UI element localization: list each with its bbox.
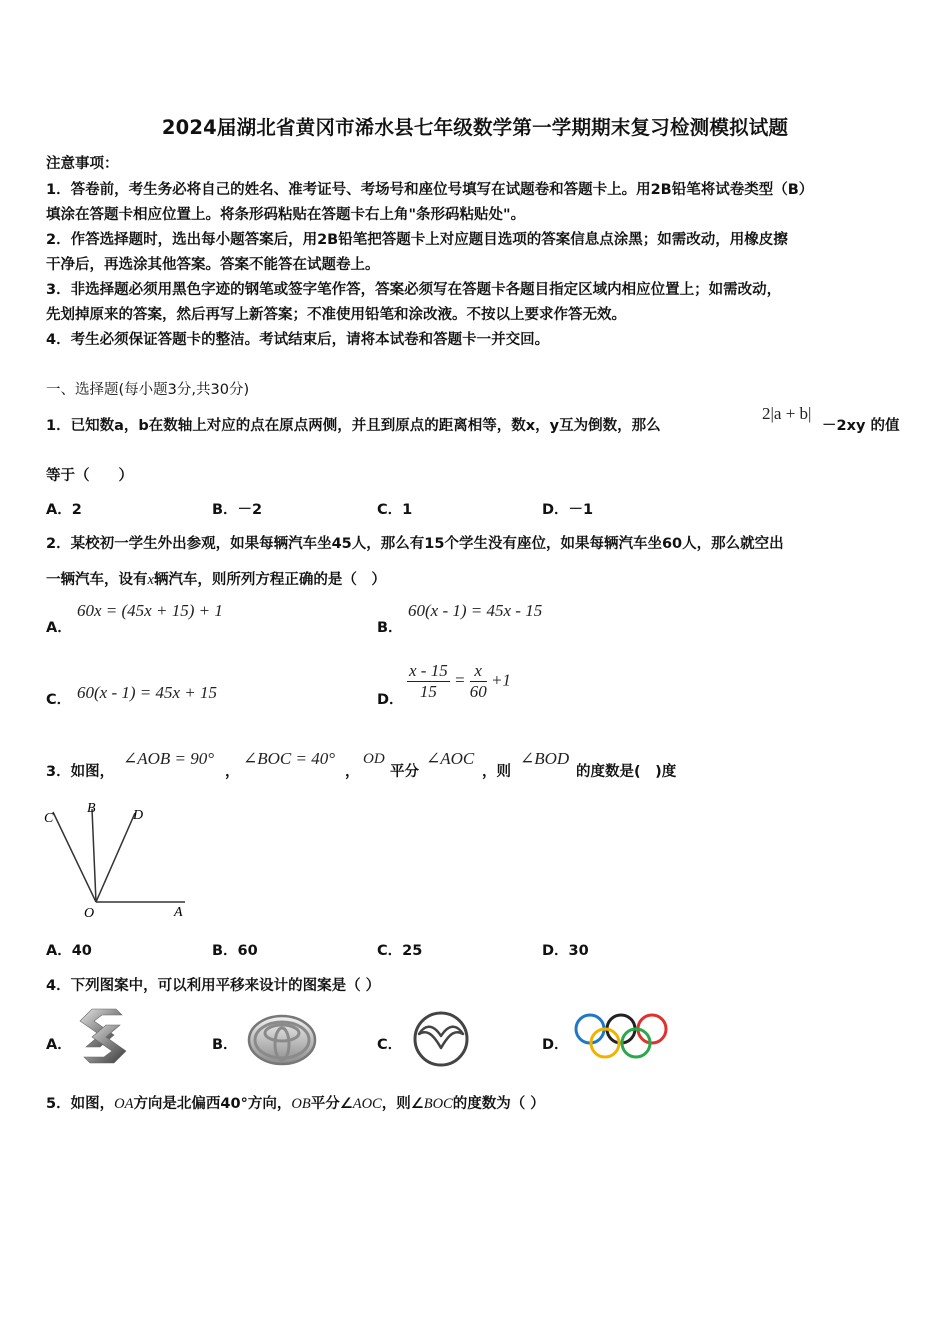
option-d: D．30 bbox=[542, 943, 589, 959]
notice-line: 3．非选择题必须用黑色字迹的钢笔或签字笔作答，答案必须写在答题卡各题目指定区域内相应位置上；如需改动， bbox=[46, 282, 782, 298]
ray-ob bbox=[92, 809, 96, 902]
q3-text: ，则 bbox=[482, 764, 511, 780]
q1-var: b bbox=[138, 418, 149, 434]
q5-var: OA bbox=[114, 1096, 134, 1112]
mazda-logo-icon bbox=[412, 1010, 470, 1068]
q5-var: AOC bbox=[352, 1096, 382, 1112]
q1-var: y bbox=[549, 418, 560, 434]
q2-option-a-label: A． bbox=[46, 620, 72, 636]
option-d: D．－1 bbox=[542, 502, 594, 518]
q2-option-a-equation: 60x = (45x + 15) + 1 bbox=[77, 601, 223, 620]
q2-option-d-equation bbox=[407, 661, 511, 702]
q2-text: 一辆汽车，设有 bbox=[46, 572, 148, 588]
q1-var: a bbox=[114, 418, 124, 434]
option-c: C．1 bbox=[377, 502, 413, 518]
option-c: C．25 bbox=[377, 943, 423, 959]
fraction-numerator: x - 15 bbox=[409, 661, 448, 680]
fraction-denominator: 15 bbox=[419, 682, 437, 701]
q1-var: x bbox=[525, 418, 536, 434]
q3-angle-boc: ∠BOC = 40° bbox=[243, 749, 336, 768]
ray-oc bbox=[53, 812, 96, 902]
q3-angle-bod: ∠BOD bbox=[520, 749, 570, 768]
angle-figure bbox=[38, 795, 198, 925]
q5-text: 5．如图， bbox=[46, 1096, 115, 1112]
q3-angle-aob: ∠AOB = 90° bbox=[123, 749, 215, 768]
q4-option-a-label: A． bbox=[46, 1037, 72, 1053]
option-a: A．2 bbox=[46, 502, 82, 518]
q1-sep: ， bbox=[123, 418, 139, 434]
label-c: C bbox=[44, 811, 54, 826]
option-a: A．40 bbox=[46, 943, 92, 959]
suzuki-logo-icon bbox=[72, 1005, 134, 1067]
page-title: 2024届湖北省黄冈市浠水县七年级数学第一学期期末复习检测模拟试题 bbox=[161, 116, 789, 139]
notice-line: 先划掉原来的答案，然后再写上新答案；不准使用铅笔和涂改液。不按以上要求作答无效。 bbox=[46, 307, 626, 323]
option-b: B．－2 bbox=[212, 502, 263, 518]
q1-expression: 2|a + b| bbox=[762, 404, 812, 423]
q2-option-c-equation: 60(x - 1) = 45x + 15 bbox=[77, 683, 218, 702]
q1-line2: 等于（ ） bbox=[46, 468, 133, 484]
q3-comma: ， bbox=[345, 764, 360, 780]
notice-line: 填涂在答题卡相应位置上。将条形码粘贴在答题卡右上角"条形码粘贴处"。 bbox=[46, 207, 526, 223]
q3-comma: ， bbox=[225, 764, 240, 780]
question-4: 4．下列图案中，可以利用平移来设计的图案是（ ） bbox=[46, 978, 381, 994]
q1-text: 互为倒数，那么 bbox=[559, 418, 661, 434]
q5-var: BOC bbox=[423, 1096, 453, 1112]
question-3: 3．如图， bbox=[46, 764, 115, 780]
notice-line: 1．答卷前，考生务必将自己的姓名、准考证号、考场号和座位号填写在试题卷和答题卡上。用2B铅笔将试卷类型（B） bbox=[46, 182, 814, 198]
q2-option-c-label: C． bbox=[46, 692, 72, 708]
plus-one: +1 bbox=[490, 670, 511, 690]
q3-angle-aoc: ∠AOC bbox=[426, 749, 475, 768]
q2-var: x bbox=[147, 572, 154, 588]
q2-option-d-label: D． bbox=[377, 692, 404, 708]
ray-od bbox=[96, 813, 135, 902]
label-d: D bbox=[133, 808, 144, 823]
q4-option-b-label: B． bbox=[212, 1037, 238, 1053]
notice-heading: 注意事项： bbox=[46, 156, 119, 172]
q4-option-c-label: C． bbox=[377, 1037, 403, 1053]
question-2: 2．某校初一学生外出参观，如果每辆汽车坐45人，那么有15个学生没有座位，如果每辆汽车坐60人，那么就空出 bbox=[46, 536, 784, 552]
q3-tail: 的度数是( )度 bbox=[576, 764, 677, 780]
notice-line: 4．考生必须保证答题卡的整洁。考试结束后，请将本试卷和答题卡一并交回。 bbox=[46, 332, 550, 348]
section-heading: 一、选择题(每小题3分,共30分) bbox=[46, 382, 250, 398]
q2-text: 辆汽车，则所列方程正确的是（ ） bbox=[153, 572, 386, 588]
option-b: B．60 bbox=[212, 943, 258, 959]
question-1 bbox=[46, 414, 661, 435]
olympic-rings-icon bbox=[572, 1012, 672, 1062]
q5-text: 平分∠ bbox=[310, 1096, 353, 1112]
fraction-numerator: x bbox=[470, 661, 487, 682]
q2-line2 bbox=[46, 568, 386, 589]
q5-text: 的度数为（ ） bbox=[452, 1096, 545, 1112]
question-5 bbox=[46, 1092, 545, 1113]
label-a: A bbox=[174, 905, 183, 920]
label-b: B bbox=[87, 801, 96, 816]
label-o: O bbox=[84, 906, 95, 921]
toyota-logo-icon bbox=[246, 1013, 318, 1067]
fraction-denominator: 60 bbox=[469, 682, 487, 701]
equals-sign: = bbox=[453, 670, 466, 690]
q3-od: OD bbox=[363, 751, 385, 767]
notice-line: 2．作答选择题时，选出每小题答案后，用2B铅笔把答题卡上对应题目选项的答案信息点涂黑；如需改动，用橡皮擦 bbox=[46, 232, 788, 248]
q2-option-b-label: B． bbox=[377, 620, 403, 636]
q3-text: 平分 bbox=[390, 764, 419, 780]
notice-line: 干净后，再选涂其他答案。答案不能答在试题卷上。 bbox=[46, 257, 380, 273]
q1-sep: ， bbox=[535, 418, 550, 434]
q4-option-d-label: D． bbox=[542, 1037, 569, 1053]
q1-text: 1．已知数 bbox=[46, 418, 115, 434]
q5-text: 方向是北偏西40°方向， bbox=[133, 1096, 292, 1112]
q2-option-b-equation: 60(x - 1) = 45x - 15 bbox=[408, 601, 543, 620]
q5-text: ，则∠ bbox=[381, 1096, 424, 1112]
q1-tail: －2xy 的值 bbox=[822, 418, 900, 434]
q1-text: 在数轴上对应的点在原点两侧，并且到原点的距离相等，数 bbox=[148, 418, 526, 434]
q5-var: OB bbox=[291, 1096, 311, 1112]
